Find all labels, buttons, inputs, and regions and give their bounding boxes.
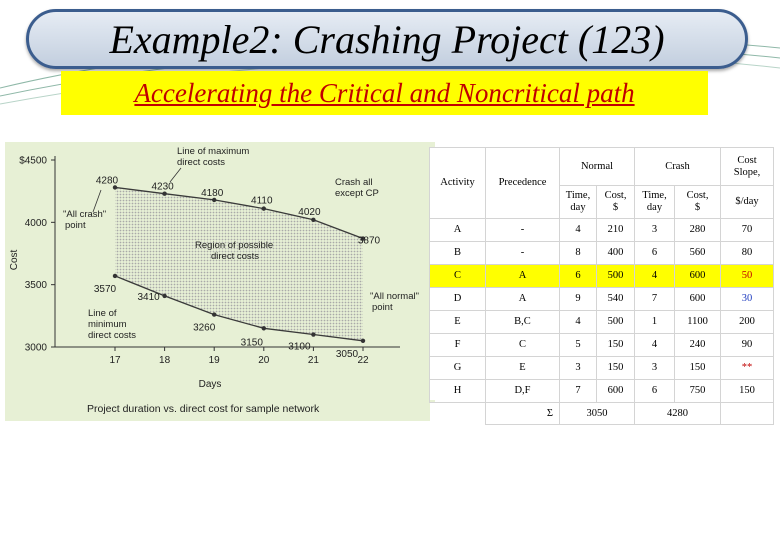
- cell-normal-cost: 150: [597, 357, 635, 380]
- cell-crash-time: 6: [635, 380, 675, 403]
- min-point: [113, 274, 117, 278]
- duration-cost-chart: [5, 142, 435, 421]
- cell-crash-cost: 600: [675, 288, 721, 311]
- table-row: [430, 265, 774, 288]
- cell-crash-cost: 280: [675, 219, 721, 242]
- annotation-crash-all-1: Crash all: [335, 177, 373, 188]
- cell-crash-time: 1: [635, 311, 675, 334]
- header-activity: Activity: [430, 148, 486, 219]
- header-normal-time: Time, day: [560, 186, 597, 219]
- header-normal: Normal: [560, 148, 635, 186]
- x-tick-label: 18: [159, 355, 171, 366]
- min-point-label: 3050: [335, 348, 359, 360]
- cell-slope: 90: [721, 334, 774, 357]
- max-point: [311, 218, 315, 222]
- cell-crash-time: 3: [635, 219, 675, 242]
- max-point-label: 4020: [298, 206, 321, 218]
- cell-normal-cost: 400: [597, 242, 635, 265]
- x-tick-label: 17: [109, 355, 121, 366]
- cell-normal-time: 3: [560, 357, 597, 380]
- annotation-all-normal-2: point: [372, 302, 393, 313]
- min-point: [361, 339, 365, 343]
- header-row-1: [430, 148, 774, 186]
- annotation-min-line-1: Line of: [88, 308, 117, 319]
- x-tick-label: 19: [208, 355, 220, 366]
- cell-normal-time: 8: [560, 242, 597, 265]
- y-tick-label: 4000: [24, 217, 47, 229]
- annotation-crash-all-2: except CP: [335, 188, 379, 199]
- cell-normal-time: 5: [560, 334, 597, 357]
- header-cost-slope-1: Cost: [737, 154, 757, 166]
- cell-activity: E: [430, 311, 486, 334]
- header-cost-slope-2: Slope,: [733, 166, 761, 178]
- cell-slope: 50: [721, 265, 774, 288]
- min-point: [311, 332, 315, 336]
- totals-crash-cost: 4280: [635, 403, 721, 425]
- annotation-max-line-1: Line of maximum: [177, 146, 250, 157]
- cell-precedence: B,C: [486, 311, 560, 334]
- cell-activity: H: [430, 380, 486, 403]
- totals-slope-blank: [721, 403, 774, 425]
- cell-normal-cost: 500: [597, 265, 635, 288]
- table-row: [430, 219, 774, 242]
- cell-crash-time: 3: [635, 357, 675, 380]
- header-crash-time: Time, day: [635, 186, 675, 219]
- cell-crash-cost: 240: [675, 334, 721, 357]
- y-tick-label: 3500: [24, 280, 47, 292]
- cell-precedence: -: [486, 242, 560, 265]
- cell-normal-cost: 600: [597, 380, 635, 403]
- annotation-all-crash-1: "All crash": [63, 209, 107, 220]
- x-axis-label: Days: [198, 379, 222, 390]
- cell-precedence: -: [486, 219, 560, 242]
- annotation-min-line-3: direct costs: [88, 330, 137, 341]
- cell-activity: D: [430, 288, 486, 311]
- cell-precedence: D,F: [486, 380, 560, 403]
- max-point-label: 4180: [201, 187, 224, 199]
- cell-activity: G: [430, 357, 486, 380]
- chart-panel: [5, 142, 435, 421]
- min-point-label: 3100: [288, 341, 311, 353]
- x-tick-label: 20: [258, 355, 270, 366]
- min-point: [162, 294, 166, 298]
- region-of-possible-costs: [115, 187, 363, 340]
- y-tick-label: $4500: [19, 155, 47, 167]
- cell-crash-time: 7: [635, 288, 675, 311]
- cell-precedence: E: [486, 357, 560, 380]
- header-per-day: $/day: [721, 186, 774, 219]
- min-point-label: 3150: [240, 337, 263, 349]
- cell-crash-cost: 560: [675, 242, 721, 265]
- annotation-all-normal-1: "All normal": [370, 291, 419, 302]
- header-crash-cost: Cost, $: [675, 186, 721, 219]
- min-point-label: 3260: [193, 322, 216, 334]
- table-row: [430, 334, 774, 357]
- cell-normal-time: 4: [560, 219, 597, 242]
- x-tick-label: 21: [307, 355, 319, 366]
- cell-crash-cost: 750: [675, 380, 721, 403]
- chart-title: Project duration vs. direct cost for sample network: [87, 403, 320, 415]
- cell-activity: A: [430, 219, 486, 242]
- totals-sigma: Σ: [486, 403, 560, 425]
- table-row: [430, 288, 774, 311]
- max-point: [262, 206, 266, 210]
- totals-blank: [430, 403, 486, 425]
- min-point: [262, 326, 266, 330]
- crashing-cost-table: [429, 147, 774, 425]
- cell-normal-cost: 500: [597, 311, 635, 334]
- cell-normal-cost: 540: [597, 288, 635, 311]
- max-point-label: 3870: [357, 235, 381, 247]
- cell-precedence: A: [486, 288, 560, 311]
- cell-activity: F: [430, 334, 486, 357]
- min-point-label: 3570: [93, 283, 117, 295]
- cell-normal-time: 4: [560, 311, 597, 334]
- annotation-region-2: direct costs: [211, 251, 260, 262]
- totals-row: [430, 403, 774, 425]
- x-tick-label: 22: [357, 355, 369, 366]
- subtitle-box: [61, 71, 708, 115]
- title-banner: [26, 9, 748, 69]
- cell-slope: 70: [721, 219, 774, 242]
- table-row: [430, 311, 774, 334]
- max-point-label: 4110: [251, 195, 273, 207]
- annotation-all-crash-2: point: [65, 220, 86, 231]
- cell-slope: 80: [721, 242, 774, 265]
- cell-normal-cost: 150: [597, 334, 635, 357]
- slide-title: Example2: Crashing Project (123): [109, 16, 665, 62]
- header-precedence: Precedence: [486, 148, 560, 219]
- cell-precedence: C: [486, 334, 560, 357]
- cell-crash-time: 6: [635, 242, 675, 265]
- header-normal-cost: Cost, $: [597, 186, 635, 219]
- cell-normal-cost: 210: [597, 219, 635, 242]
- cell-activity: C: [430, 265, 486, 288]
- annotation-min-line-2: minimum: [88, 319, 127, 330]
- cell-crash-cost: 600: [675, 265, 721, 288]
- y-axis-label: Cost: [9, 249, 20, 271]
- table-row: [430, 357, 774, 380]
- crashing-table-wrap: [429, 147, 773, 419]
- slide-subtitle: Accelerating the Critical and Noncritical path: [134, 77, 635, 108]
- cell-crash-time: 4: [635, 265, 675, 288]
- cell-crash-time: 4: [635, 334, 675, 357]
- cell-activity: B: [430, 242, 486, 265]
- cell-slope: 200: [721, 311, 774, 334]
- cell-normal-time: 6: [560, 265, 597, 288]
- cell-slope: **: [721, 357, 774, 380]
- cell-precedence: A: [486, 265, 560, 288]
- table-row: [430, 242, 774, 265]
- cell-crash-cost: 150: [675, 357, 721, 380]
- cell-normal-time: 9: [560, 288, 597, 311]
- min-point: [212, 312, 216, 316]
- table-row: [430, 380, 774, 403]
- cell-crash-cost: 1100: [675, 311, 721, 334]
- max-point-label: 4280: [95, 175, 119, 187]
- max-point-label: 4230: [151, 181, 174, 193]
- annotation-max-pointer: [170, 168, 181, 182]
- annotation-region-1: Region of possible: [195, 240, 274, 251]
- min-point-label: 3410: [137, 291, 160, 303]
- annotation-max-line-2: direct costs: [177, 157, 226, 168]
- cell-slope: 30: [721, 288, 774, 311]
- header-cost-slope: [721, 148, 774, 186]
- cell-slope: 150: [721, 380, 774, 403]
- y-tick-label: 3000: [24, 342, 47, 354]
- header-crash: Crash: [635, 148, 721, 186]
- cell-normal-time: 7: [560, 380, 597, 403]
- totals-normal-cost: 3050: [560, 403, 635, 425]
